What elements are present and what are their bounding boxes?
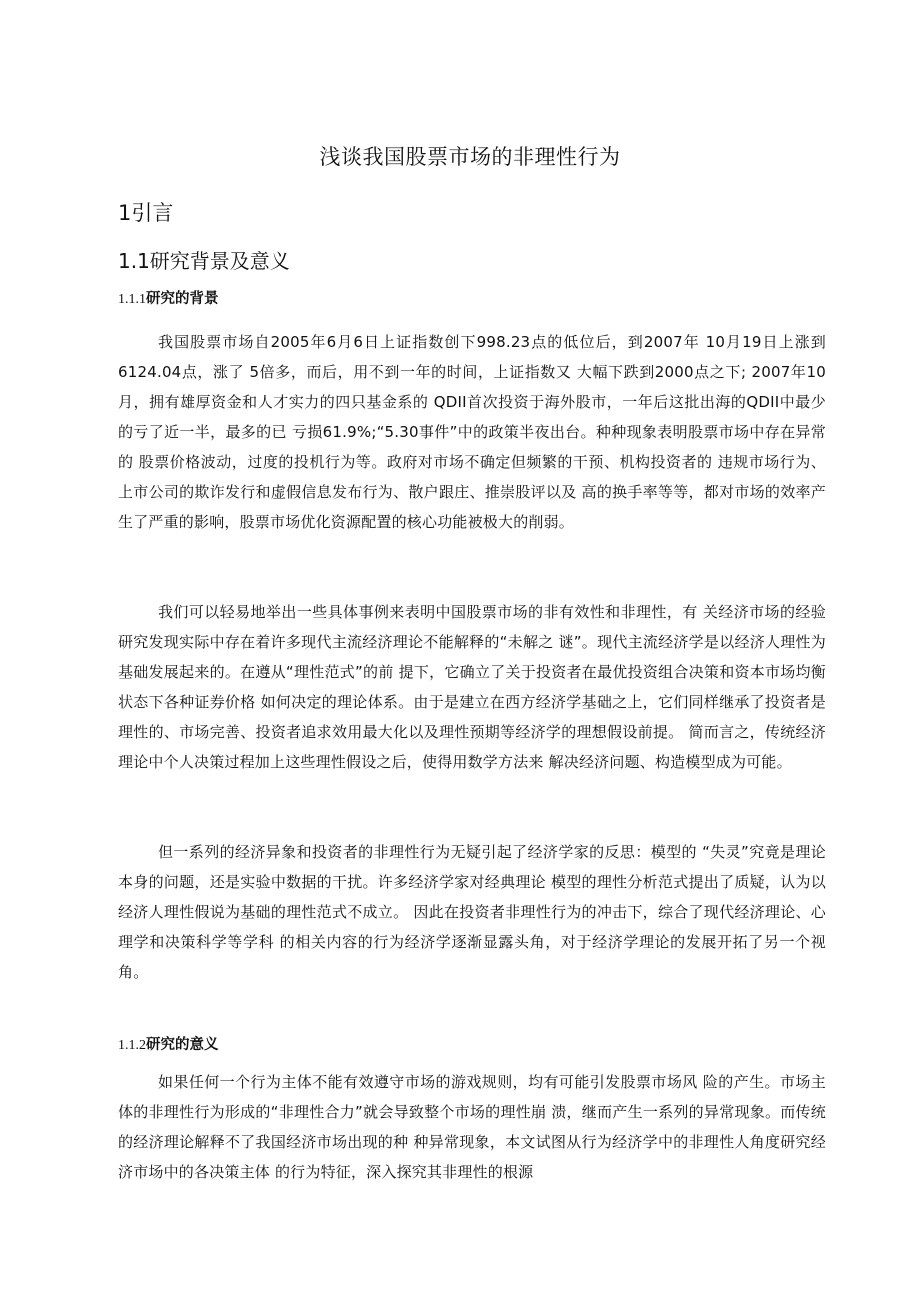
paragraph-research-significance: 如果任何一个行为主体不能有效遵守市场的游戏规则，均有可能引发股票市场风 险的产生。市场主体的非理性行为形成的“非理性合力”就会导致整个市场的理性崩 溃，继而产生一系列的异常现象。而传统的经济理论解释不了我国经济市场出现的种 种异常现象，本文试图从行为经济学中的非理性人角度研究经济市场中的各决策主体 的行为特征，深入探究其非理性的根源 (118, 1073, 826, 1181)
section-heading-background-and-significance: 1.1研究背景及意义 (118, 249, 290, 273)
section-heading-introduction: 1引言 (118, 201, 174, 225)
paragraph-economist-reflection: 但一系列的经济异象和投资者的非理性行为无疑引起了经济学家的反思：模型的 “失灵”究竟是理论本身的问题，还是实验中数据的干扰。许多经济学家对经典理论 模型的理性分析范式提出了质疑，认为以经济人理性假说为基础的理性范式不成立。 因此在投资者非理性行为的冲击下，综合了现代经济理论、心理学和决策科学等学科 的相关内容的行为经济学逐渐显露头角，对于经济学理论的发展开拓了另一个视角。 (118, 843, 826, 981)
subsection-number: 1.1.1 (118, 292, 146, 307)
subsection-number: 1.1.2 (118, 1038, 146, 1053)
subsection-title: 研究的意义 (146, 1037, 219, 1053)
subsection-title: 研究的背景 (146, 291, 219, 307)
subsection-heading-significance (118, 1033, 219, 1054)
paragraph-irrationality-evidence: 我们可以轻易地举出一些具体事例来表明中国股票市场的非有效性和非理性，有 关经济市场的经验研究发现实际中存在着许多现代主流经济理论不能解释的“未解之 谜”。现代主流经济学是以经济人理性为基础发展起来的。在遵从“理性范式”的前 提下，它确立了关于投资者在最优投资组合决策和资本市场均衡状态下各种证券价格 如何决定的理论体系。由于是建立在西方经济学基础之上，它们同样继承了投资者是 理性的、市场完善、投资者追求效用最大化以及理性预期等经济学的理想假设前提。 简而言之，传统经济理论中个人决策过程加上这些理性假设之后，使得用数学方法来 解决经济问题、构造模型成为可能。 (118, 603, 826, 771)
paragraph-market-background: 我国股票市场自2005年6月6日上证指数创下998.23点的低位后，到2007年 10月19日上涨到6124.04点，涨了 5倍多，而后，用不到一年的时间，上证指数又 大幅下跌到2000点之下; 2007年10月，拥有雄厚资金和人才实力的四只基金系的 QDII首次投资于海外股市，一年后这批出海的QDII中最少的亏了近一半，最多的已 亏损61.9%;“5.30事件”中的政策半夜出台。种种现象表明股票市场中存在异常的 股票价格波动，过度的投机行为等。政府对市场不确定但频繁的干预、机构投资者的 违规市场行为、上市公司的欺诈发行和虚假信息发布行为、散户跟庄、推崇股评以及 高的换手率等等，都对市场的效率产生了严重的影响，股票市场优化资源配置的核心功能被极大的削弱。 (118, 333, 826, 531)
document-title: 浅谈我国股票市场的非理性行为 (319, 145, 621, 169)
subsection-heading-background (118, 287, 219, 308)
